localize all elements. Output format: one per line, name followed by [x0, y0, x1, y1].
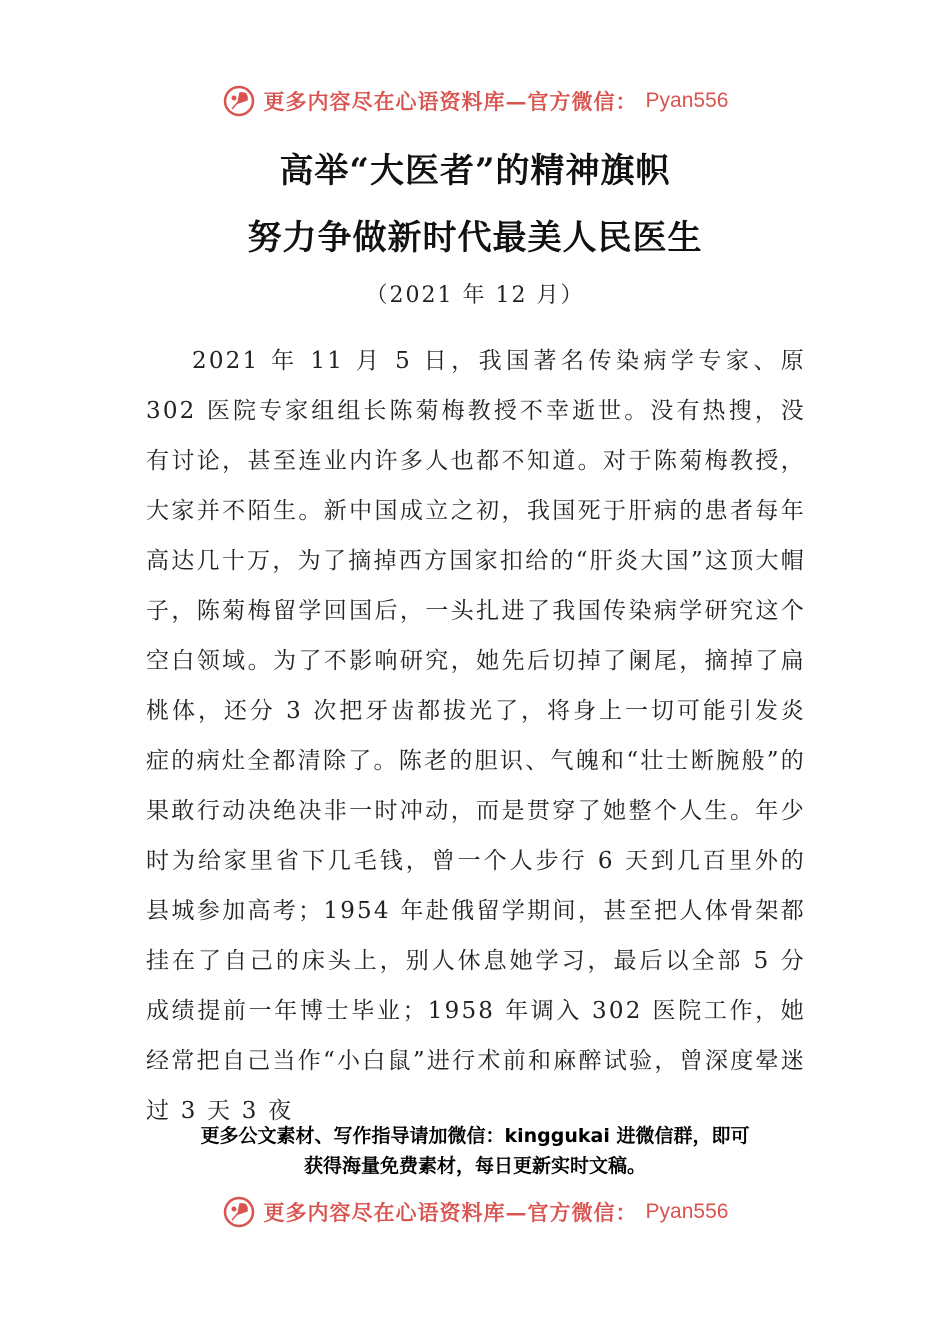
watermark-wechat-id: Pyan556 — [645, 89, 729, 112]
watermark-text: 更多内容尽在心语资料库—官方微信： — [263, 89, 638, 114]
watermark-wechat-id: Pyan556 — [645, 1200, 729, 1223]
body-paragraph: 2021 年 11 月 5 日，我国著名传染病学专家、原 302 医院专家组组长陈菊梅教授不幸逝世。没有热搜，没有讨论，甚至连业内许多人也都不知道。对于陈菊梅教授，大家并不陌生。新中国成立之初，我国死于肝病的患者每年高达几十万，为了摘掉西方国家扣给的“肝炎大国”这顶大帽子，陈菊梅留学回国后，一头扎进了我国传染病学研究这个空白领域。为了不影响研究，她先后切掉了阑尾，摘掉了扁桃体，还分 3 次把牙齿都拔光了，将身上一切可能引发炎症的病灶全都清除了。陈老的胆识、气魄和“壮士断腕般”的果敢行动决绝决非一时冲动，而是贯穿了她整个人生。年少时为给家里省下几毛钱，曾一个人步行 6 天到几百里外的县城参加高考；1954 年赴俄留学期间，甚至把人体骨架都挂在了自己的床头上，别人休息她学习，最后以全部 5 分成绩提前一年博士毕业；1958 年调入 302 医院工作，她经常把自己当作“小白鼠”进行术前和麻醉试验，曾深度晕迷过 3 天 3 夜 — [146, 348, 806, 1124]
title-line-1: 高举“大医者”的精神旗帜 — [279, 151, 671, 191]
promo-notice-line-1: 更多公文素材、写作指导请加微信：kinggukai 进微信群，即可 — [200, 1125, 750, 1147]
header-watermark — [0, 84, 950, 118]
document-date: （2021 年 12 月） — [365, 283, 585, 308]
promo-notice — [0, 1121, 950, 1181]
footer-watermark — [0, 1195, 950, 1229]
title-line-2: 努力争做新时代最美人民医生 — [247, 218, 703, 258]
watermark-text: 更多内容尽在心语资料库—官方微信： — [263, 1200, 638, 1225]
quill-logo-icon — [222, 84, 256, 118]
promo-notice-line-2: 获得海量免费素材，每日更新实时文稿。 — [303, 1155, 646, 1177]
quill-logo-icon — [222, 1195, 256, 1229]
